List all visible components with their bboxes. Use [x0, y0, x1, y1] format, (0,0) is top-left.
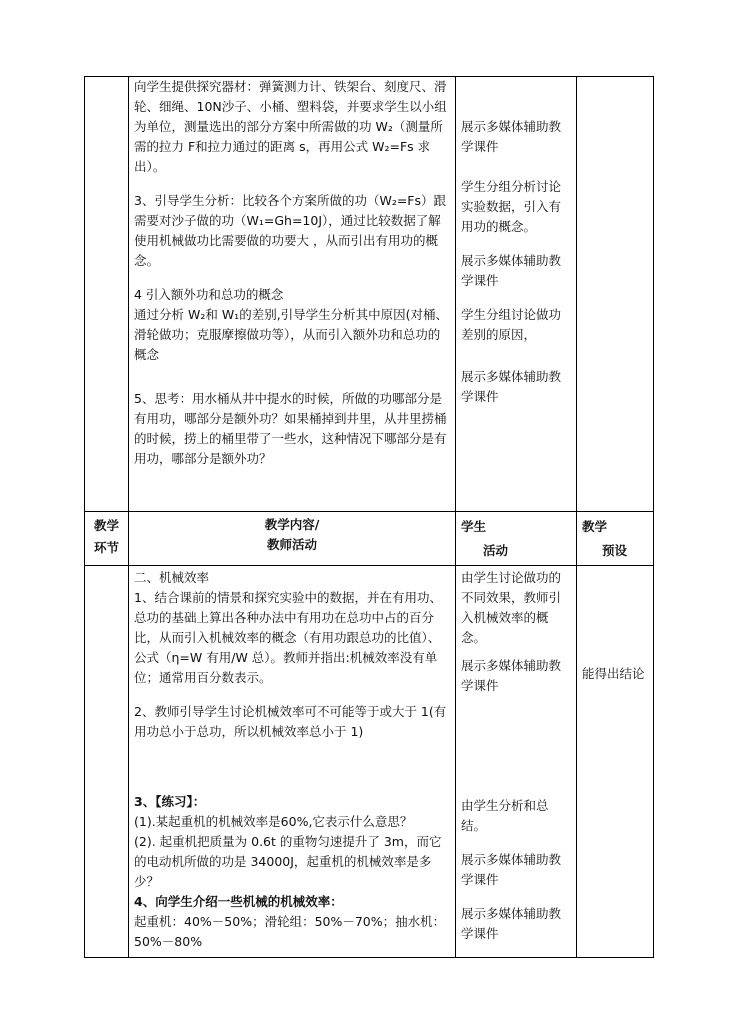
content-paragraph: 通过分析 W₂和 W₁的差别,引导学生分析其中原因(对桶、滑轮做功；克服摩擦做功等），从而引入额外功和总功的概念	[134, 307, 449, 362]
student-activity: 由学生分析和总结。	[461, 798, 549, 833]
student-activity: 展示多媒体辅助教学课件	[461, 119, 562, 154]
section1-row	[85, 77, 654, 512]
content-paragraph: (1).某起重机的机械效率是60%,它表示什么意思？	[134, 814, 413, 829]
section2-student-cell	[456, 566, 577, 958]
lesson-plan-table	[84, 76, 654, 958]
header-row	[85, 512, 654, 566]
header-preset-line2: 预设	[602, 543, 628, 558]
header-stage	[85, 512, 129, 566]
header-content-line1: 教学内容/	[264, 517, 320, 532]
student-activity: 学生分组讨论做功差别的原因，	[461, 307, 562, 342]
section2-stage-cell	[85, 566, 129, 958]
content-paragraph: 向学生提供探究器材：弹簧测力计、铁架台、刻度尺、滑轮、细绳、10N沙子、小桶、塑料袋，并要求学生以小组为单位，测量选出的部分方案中所需做的功 W₂（测量所需的拉力 F和拉力通过的距离 s，再用公式 W₂=Fs 求出）。	[134, 79, 447, 174]
content-paragraph: 5、思考：用水桶从井中提水的时候，所做的功哪部分是有用功，哪部分是额外功？如果桶掉到井里，从井里捞桶的时候，捞上的桶里带了一些水，这种情况下哪部分是有用功，哪部分是额外功？	[134, 391, 447, 466]
content-paragraph: 起重机：40%－50%；滑轮组：50%－70%；抽水机：50%－80%	[134, 914, 446, 949]
student-activity: 展示多媒体辅助教学课件	[461, 658, 562, 693]
content-paragraph: (2). 起重机把质量为 0.6t 的重物匀速提升了 3m，而它的电动机所做的功是 34000J，起重机的机械效率是多少？	[134, 834, 442, 889]
student-activity: 学生分组分析讨论实验数据，引入有用功的概念。	[461, 179, 562, 234]
content-paragraph: 4、向学生介绍一些机械的机械效率：	[134, 894, 343, 909]
content-paragraph: 4 引入额外功和总功的概念	[134, 287, 284, 302]
header-content	[129, 512, 456, 566]
student-activity: 展示多媒体辅助教学课件	[461, 253, 562, 288]
student-activity: 展示多媒体辅助教学课件	[461, 369, 562, 404]
section1-student-cell	[456, 77, 577, 512]
header-preset-line1: 教学	[582, 519, 608, 534]
header-student	[456, 512, 577, 566]
section1-stage-cell	[85, 77, 129, 512]
section2-preset-cell	[577, 566, 654, 958]
content-paragraph: 3、引导学生分析：比较各个方案所做的功（W₂=Fs）跟需要对沙子做的功（W₁=Gh=10J），通过比较数据了解使用机械做功比需要做的功要大 ，从而引出有用功的概念。	[134, 193, 447, 268]
header-student-line1: 学生	[461, 519, 487, 534]
student-activity: 展示多媒体辅助教学课件	[461, 906, 562, 941]
student-activity: 展示多媒体辅助教学课件	[461, 852, 562, 887]
header-content-line2: 教师活动	[266, 537, 317, 552]
content-paragraph: 1、结合课前的情景和探究实验中的数据，并在有用功、总功的基础上算出各种办法中有用功在总功中占的百分比，从而引入机械效率的概念（有用功跟总功的比值）、公式（η=W 有用/W 总）。教师并指出:机械效率没有单位；通常用百分数表示。	[134, 590, 442, 685]
content-paragraph: 3、【练习】：	[134, 794, 206, 809]
section1-content-cell	[129, 77, 456, 512]
preset-text: 能得出结论	[582, 666, 645, 681]
section1-preset-cell	[577, 77, 654, 512]
content-paragraph: 二、机械效率	[134, 570, 210, 585]
section2-row	[85, 566, 654, 958]
student-activity: 由学生讨论做功的不同效果，教师引入机械效率的概念。	[461, 570, 562, 645]
header-stage-label: 教学环节	[93, 518, 119, 555]
content-paragraph: 2、教师引导学生讨论机械效率可不可能等于或大于 1(有用功总小于总功，所以机械效率总小于 1)	[134, 704, 447, 739]
header-preset	[577, 512, 654, 566]
header-student-line2: 活动	[483, 543, 509, 558]
section2-content-cell	[129, 566, 456, 958]
